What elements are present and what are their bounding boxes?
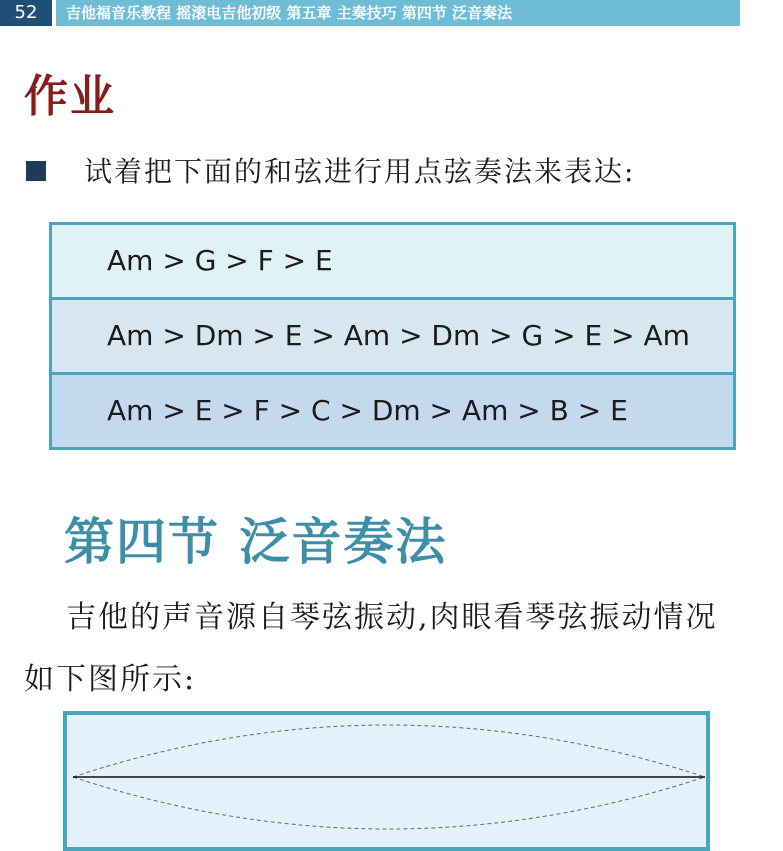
chord-progression-row: Am > E > F > C > Dm > Am > B > E bbox=[52, 375, 733, 447]
homework-title: 作业 bbox=[24, 71, 116, 122]
chord-progression-table bbox=[49, 222, 736, 450]
chord-progression-row: Am > Dm > E > Am > Dm > G > E > Am bbox=[52, 300, 733, 372]
body-paragraph-line: 吉他的声音源自琴弦振动,肉眼看琴弦振动情况 bbox=[66, 600, 718, 635]
chord-progression-row: Am > G > F > E bbox=[52, 225, 733, 297]
homework-instruction: 试着把下面的和弦进行用点弦奏法来表达: bbox=[84, 155, 636, 188]
section-title: 第四节 泛音奏法 bbox=[64, 512, 448, 571]
string-vibration-figure bbox=[63, 711, 710, 851]
vibration-envelope-upper bbox=[73, 725, 705, 777]
string-vibration-diagram bbox=[67, 715, 706, 847]
vibration-envelope-lower bbox=[73, 777, 705, 829]
square-bullet-icon bbox=[26, 161, 46, 181]
running-title: 吉他福音乐教程 摇滚电吉他初级 第五章 主奏技巧 第四节 泛音奏法 bbox=[56, 0, 740, 26]
body-paragraph-line: 如下图所示: bbox=[24, 662, 197, 697]
page-header bbox=[0, 0, 783, 26]
page-number: 52 bbox=[0, 0, 52, 26]
